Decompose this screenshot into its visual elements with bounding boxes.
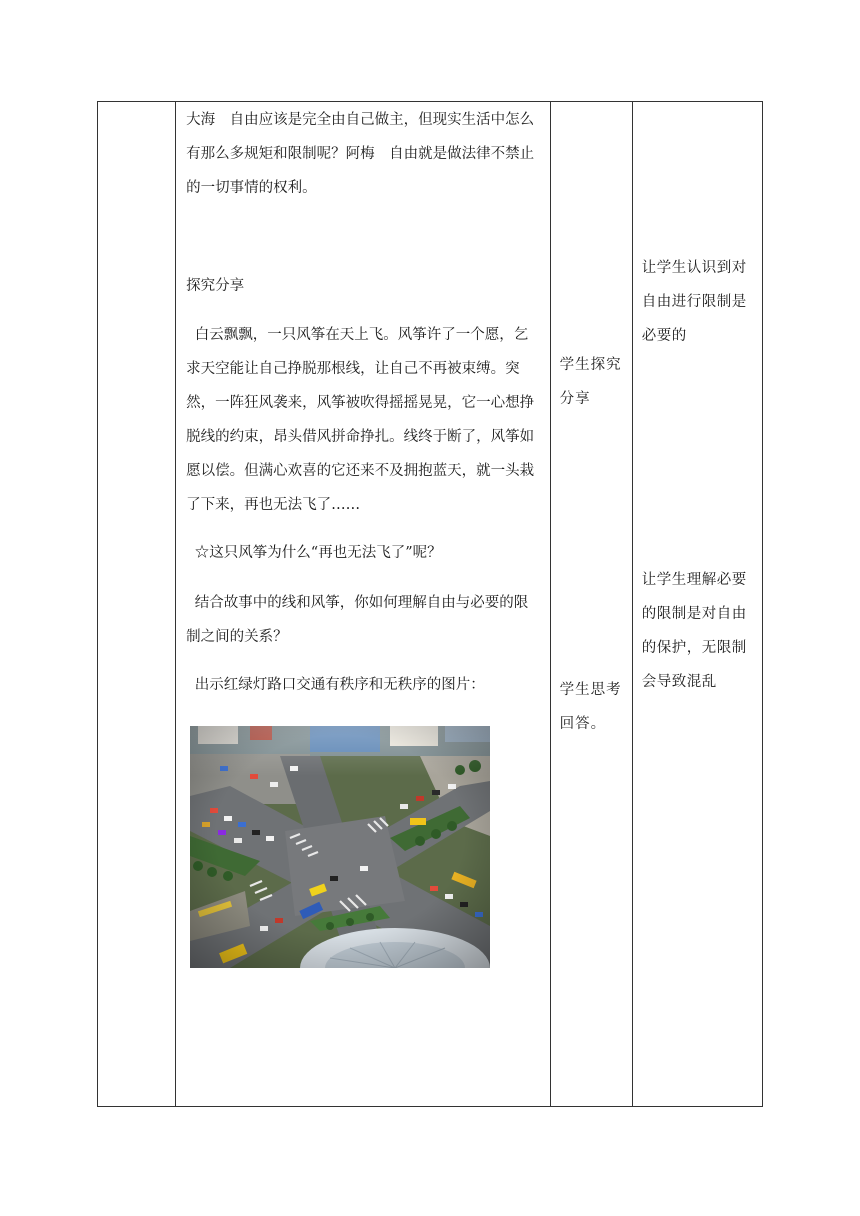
design-intent-cell bbox=[632, 102, 762, 1107]
design-intent-2: 让学生理解必要的限制是对自由的保护，无限制会导致混乱 bbox=[641, 572, 747, 690]
section-heading: 探究分享 bbox=[186, 278, 245, 294]
design-intent-1: 让学生认识到对自由进行限制是必要的 bbox=[641, 260, 747, 344]
student-activity-2: 学生思考回答。 bbox=[559, 682, 622, 732]
teaching-content-cell bbox=[176, 102, 551, 1107]
lesson-plan-table bbox=[97, 101, 763, 1107]
kite-story-paragraph: 白云飘飘，一只风筝在天上飞。风筝许了一个愿，乞求天空能让自己挣脱那根线，让自己不再被束缚。突然，一阵狂风袭来，风筝被吹得摇摇晃晃，它一心想挣脱线的约束，昂头借风拼命挣扎。线终于断了，风筝如愿以偿。但满心欢喜的它还来不及拥抱蓝天，就一头栽了下来，再也无法飞了…… bbox=[186, 327, 535, 513]
traffic-intersection-photo bbox=[190, 726, 490, 968]
student-activity-1: 学生探究分享 bbox=[559, 357, 622, 407]
question-two: 结合故事中的线和风筝，你如何理解自由与必要的限制之间的关系？ bbox=[186, 595, 529, 645]
question-one: ☆这只风筝为什么“再也无法飞了”呢？ bbox=[194, 545, 442, 561]
stage-cell bbox=[98, 102, 176, 1107]
dialog-paragraph: 大海 自由应该是完全由自己做主，但现实生活中怎么有那么多规矩和限制呢？阿梅 自由就是做法律不禁止的一切事情的权利。 bbox=[186, 112, 535, 196]
student-activity-cell bbox=[550, 102, 632, 1107]
picture-intro: 出示红绿灯路口交通有秩序和无秩序的图片： bbox=[194, 677, 485, 693]
